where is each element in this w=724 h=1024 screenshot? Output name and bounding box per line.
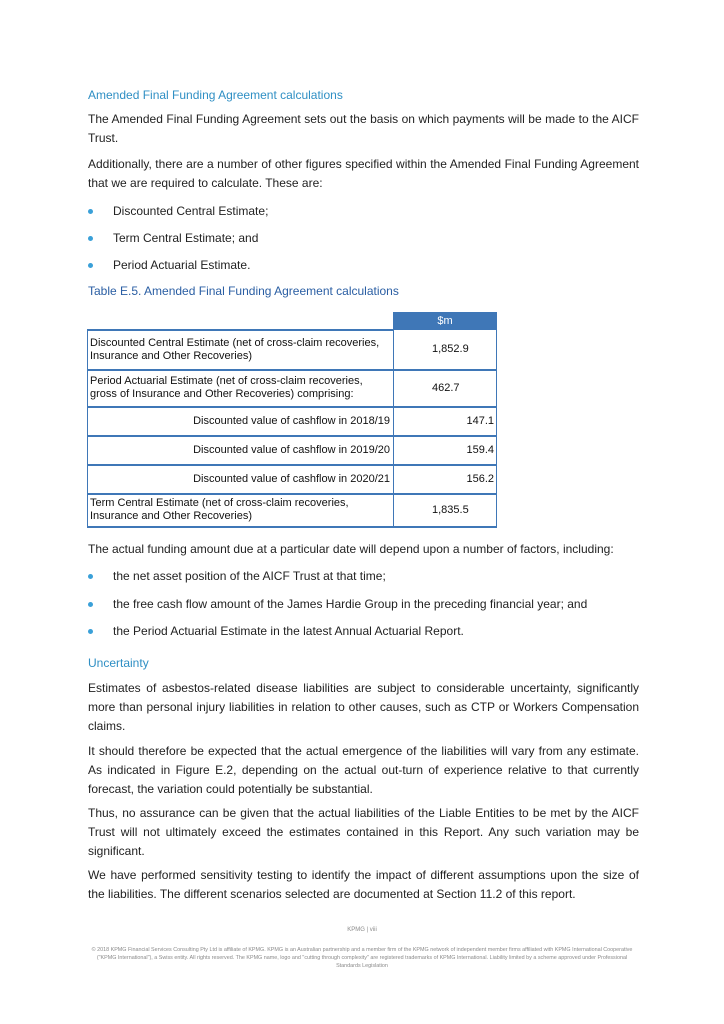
table-caption: Table E.5. Amended Final Funding Agreement calculations bbox=[88, 284, 399, 298]
section-heading-funding: Amended Final Funding Agreement calculations bbox=[88, 88, 343, 102]
bullet-icon bbox=[88, 602, 93, 607]
row-value: 1,835.5 bbox=[394, 494, 497, 527]
footer-page-label: KPMG | viii bbox=[347, 927, 377, 933]
bullet-icon bbox=[88, 236, 93, 241]
table-row bbox=[88, 436, 497, 465]
table-row bbox=[88, 407, 497, 436]
row-label: Period Actuarial Estimate (net of cross-claim recoveries, gross of Insurance and Other Recoveries) comprising: bbox=[88, 370, 394, 407]
paragraph-other-figures: Additionally, there are a number of other figures specified within the Amended Final Funding Agreement that we are required to calculate. These are: bbox=[88, 157, 639, 190]
bullet-icon bbox=[88, 629, 93, 634]
table-header-blank bbox=[88, 313, 394, 330]
table-row bbox=[88, 465, 497, 494]
row-label: Discounted value of cashflow in 2019/20 bbox=[88, 436, 394, 465]
row-label: Discounted Central Estimate (net of cross-claim recoveries, Insurance and Other Recoveries) bbox=[88, 330, 394, 370]
table-header-amount: $m bbox=[394, 313, 497, 330]
row-value: 159.4 bbox=[394, 436, 497, 465]
section-heading-uncertainty: Uncertainty bbox=[88, 656, 149, 670]
paragraph-uncertainty-4: We have performed sensitivity testing to identify the impact of different assumptions upon the size of the liabilities. The different scenarios selected are documented at Section 11.2 of this report. bbox=[88, 868, 639, 901]
footer-legal-text: © 2018 KPMG Financial Services Consulting Pty Ltd is affiliate of KPMG. KPMG is an Australian partnership and a member firm of the KPMG network of independent member firms affiliated with KPMG International Cooperative ("KPMG International"), a Swiss entity. All rights reserved. The KPMG name, logo and "cutting through complexity" are registered trademarks of KPMG International. Liability limited by a scheme approved under Professional Standards Legislation bbox=[91, 947, 633, 969]
row-value: 156.2 bbox=[394, 465, 497, 494]
paragraph-uncertainty-3: Thus, no assurance can be given that the actual liabilities of the Liable Entities to be met by the AICF Trust will not ultimately exceed the estimates contained in this Report. Any such variation may be significant. bbox=[88, 806, 639, 858]
table-row bbox=[88, 370, 497, 407]
bullet-icon bbox=[88, 263, 93, 268]
table-row bbox=[88, 330, 497, 370]
bullet-icon bbox=[88, 209, 93, 214]
row-label: Term Central Estimate (net of cross-claim recoveries, Insurance and Other Recoveries) bbox=[88, 494, 394, 527]
funding-calculations-table bbox=[87, 312, 497, 528]
paragraph-funding-factors: The actual funding amount due at a particular date will depend upon a number of factors, including: bbox=[88, 542, 614, 556]
paragraph-funding-intro: The Amended Final Funding Agreement sets out the basis on which payments will be made to the AICF Trust. bbox=[88, 112, 639, 145]
row-label: Discounted value of cashflow in 2018/19 bbox=[88, 407, 394, 436]
bullet-icon bbox=[88, 574, 93, 579]
table-row bbox=[88, 494, 497, 527]
paragraph-uncertainty-1: Estimates of asbestos-related disease liabilities are subject to considerable uncertainty, significantly more than personal injury liabilities in relation to other causes, such as CTP or Workers Compensation claims. bbox=[88, 681, 639, 733]
paragraph-uncertainty-2: It should therefore be expected that the actual emergence of the liabilities will vary from any estimate. As indicated in Figure E.2, depending on the actual out-turn of experience relative to that currently forecast, the variation could potentially be substantial. bbox=[88, 744, 639, 796]
row-label: Discounted value of cashflow in 2020/21 bbox=[88, 465, 394, 494]
row-value: 1,852.9 bbox=[394, 330, 497, 370]
document-page: Amended Final Funding Agreement calculations The Amended Final Funding Agreement sets out the basis on which payments will be made to the AICF Trust. Additionally, there are a number of other figures specified within the Amended Final Funding Agreement that we are required to calculate. These are: Discounted Central Estimate; Term Central Estimate; and Period Actuarial Estimate. Table E.5. Amended Final Funding Agreement calculations $m Discounted Central Estimate (net of cross-claim recoveries, Insurance and Other Recoveries) 1,852.9 Period Actuarial Estimate (net of cross-claim recoveries, gross of Insurance and Other Recoveries) comprising: 462.7 Discounted value of cashflow in 2018/19 147.1 Discounted value of cashflow in 2019/20 159.4 Discounted value of cashflow in 2020/21 156.2 Term Central Estimate (net of cross-claim recoveries, Insurance and Other Recoveries) 1,835.5 The actual funding amount due at a particular date will depend upon a number of factors, including: the net asset position of the AICF Trust at that time; the free cash flow amount of the James Hardie Group in the preceding financial year; and the Period Actuarial Estimate in the latest Annual Actuarial Report. Uncertainty Estimates of asbestos-related disease liabilities are subject to considerable uncertainty, significantly more than personal injury liabilities in relation to other causes, such as CTP or Workers Compensation claims. It should therefore be expected that the actual emergence of the liabilities will vary from any estimate. As indicated in Figure E.2, depending on the actual out-turn of experience relative to that currently forecast, the variation could potentially be substantial. Thus, no assurance can be given that the actual liabilities of the Liable Entities to be met by the AICF Trust will not ultimately exceed the estimates contained in this Report. Any such variation may be significant. We have performed sensitivity testing to identify the impact of different assumptions upon the size of the liabilities. The different scenarios selected are documented at Section 11.2 of this report. KPMG | viii © 2018 KPMG Financial Services Consulting Pty Ltd is affiliate of KPMG. KPMG is an Australian partnership and a member firm of the KPMG network of independent member firms affiliated with KPMG International Cooperative ("KPMG International"), a Swiss entity. All rights reserved. The KPMG name, logo and "cutting through complexity" are registered trademarks of KPMG International. Liability limited by a scheme approved under Professional Standards Legislation bbox=[0, 0, 724, 1024]
row-value: 462.7 bbox=[394, 370, 497, 407]
row-value: 147.1 bbox=[394, 407, 497, 436]
